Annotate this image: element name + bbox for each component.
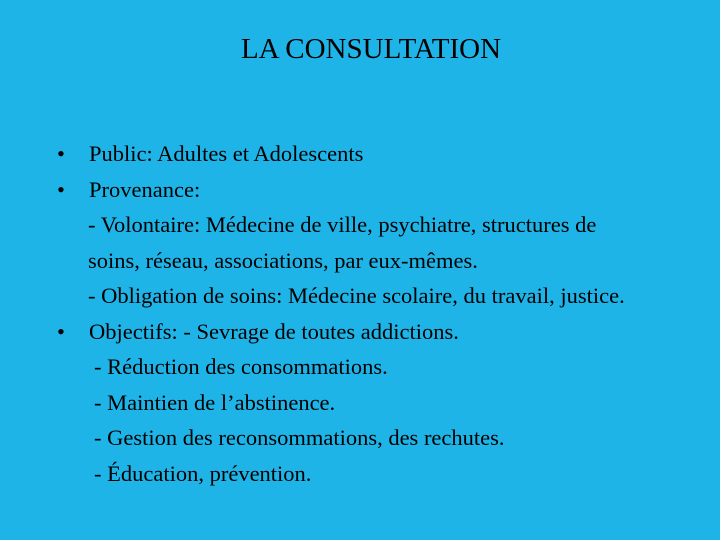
bullet-text: Public: Adultes et Adolescents [89, 141, 364, 166]
slide-body [0, 136, 720, 491]
sub-item [0, 243, 720, 279]
bullet-text: Provenance: [89, 176, 201, 202]
sub-item-text: - Réduction des consommations. [94, 354, 388, 379]
sub-item [0, 278, 720, 314]
bullet-item-provenance [0, 172, 720, 208]
sub-item [0, 456, 720, 492]
sub-item [0, 349, 720, 385]
bullet-icon: • [57, 318, 65, 344]
sub-item-text: - Obligation de soins: Médecine scolaire, du travail, justice. [88, 283, 625, 308]
sub-item-text: - Maintien de l’abstinence. [94, 389, 336, 415]
bullet-text: Objectifs: - Sevrage de toutes addictions. [89, 318, 459, 344]
slide-title: LA CONSULTATION [240, 33, 502, 65]
bullet-item-public [0, 136, 720, 172]
sub-item-text: - Éducation, prévention. [94, 460, 312, 486]
sub-item [0, 385, 720, 421]
sub-item-text: - Volontaire: Médecine de ville, psychiatre, structures de [88, 212, 597, 237]
sub-item-text: - Gestion des reconsommations, des rechutes. [94, 425, 505, 450]
bullet-item-objectifs [0, 314, 720, 350]
sub-item [0, 207, 720, 243]
bullet-icon: • [57, 141, 65, 166]
bullet-icon: • [57, 176, 65, 202]
sub-item [0, 420, 720, 456]
sub-item-text: soins, réseau, associations, par eux-mêmes. [88, 247, 478, 273]
